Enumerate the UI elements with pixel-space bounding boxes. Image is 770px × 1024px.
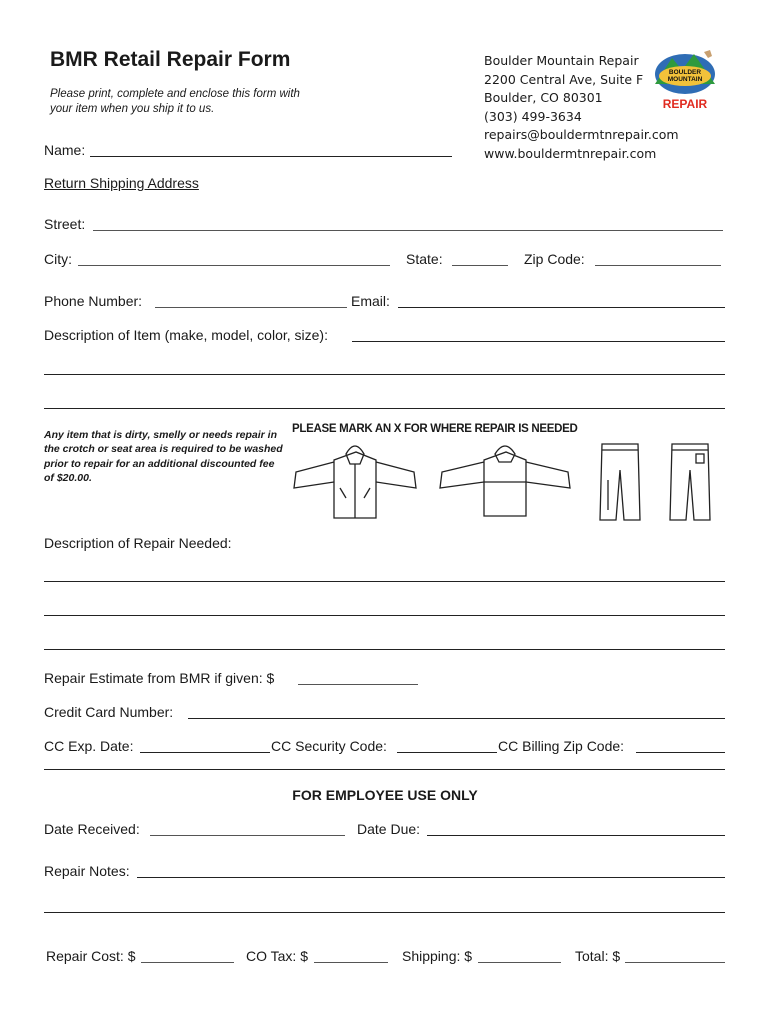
total-field[interactable]: [625, 962, 725, 963]
repair-needed-line-2[interactable]: [44, 615, 725, 616]
state-field[interactable]: [452, 265, 508, 266]
company-name: Boulder Mountain Repair: [484, 53, 639, 68]
cc-billing-zip-field[interactable]: [636, 752, 725, 753]
email-field[interactable]: [398, 307, 725, 308]
logo-text-line2: MOUNTAIN: [667, 76, 703, 83]
cc-billing-zip-label: CC Billing Zip Code:: [498, 738, 625, 754]
repair-needed-line-3[interactable]: [44, 649, 725, 650]
item-description-field[interactable]: [352, 341, 725, 342]
item-description-line-3[interactable]: [44, 408, 725, 409]
shipping-label: Shipping: $: [402, 948, 473, 964]
date-received-label: Date Received:: [44, 821, 140, 837]
city-label: City:: [44, 251, 72, 267]
city-field[interactable]: [78, 265, 390, 266]
employee-section-heading: FOR EMPLOYEE USE ONLY: [292, 787, 478, 803]
shipping-field[interactable]: [478, 962, 561, 963]
form-title: BMR Retail Repair Form: [50, 48, 291, 71]
name-field[interactable]: [90, 156, 452, 157]
company-address-line1: 2200 Central Ave, Suite F: [484, 71, 644, 87]
cc-number-label: Credit Card Number:: [44, 704, 174, 720]
pants-front-icon[interactable]: [600, 444, 640, 520]
item-description-label: Description of Item (make, model, color, size):: [44, 327, 328, 343]
form-instructions: Please print, complete and enclose this form with your item when you ship it to us.: [50, 88, 300, 115]
estimate-field[interactable]: [298, 684, 418, 685]
logo-text-line1: BOULDER: [668, 69, 702, 76]
company-address-line2: Boulder, CO 80301: [484, 90, 603, 106]
street-field[interactable]: [93, 230, 723, 231]
cc-security-field[interactable]: [397, 752, 497, 753]
return-address-heading: Return Shipping Address: [44, 175, 199, 191]
date-due-label: Date Due:: [357, 821, 421, 837]
estimate-label: Repair Estimate from BMR if given: $: [44, 670, 275, 686]
email-label: Email:: [351, 293, 390, 309]
washing-notice: Any item that is dirty, smelly or needs repair in the crotch or seat area is required to be washed prior to repair for an additional discounted fee of $20.00.: [44, 429, 283, 485]
phone-label: Phone Number:: [44, 293, 143, 309]
co-tax-field[interactable]: [314, 962, 388, 963]
company-phone: (303) 499-3634: [484, 108, 582, 124]
section-divider: [44, 769, 725, 770]
cc-exp-label: CC Exp. Date:: [44, 738, 134, 754]
repair-needed-label: Description of Repair Needed:: [44, 535, 232, 551]
jacket-back-icon[interactable]: [440, 446, 570, 516]
pants-back-icon[interactable]: [670, 444, 710, 520]
state-label: State:: [406, 251, 443, 267]
repair-cost-field[interactable]: [141, 962, 234, 963]
repair-notes-label: Repair Notes:: [44, 863, 130, 879]
street-label: Street:: [44, 216, 86, 232]
co-tax-label: CO Tax: $: [246, 948, 308, 964]
date-received-field[interactable]: [150, 835, 345, 836]
repair-cost-label: Repair Cost: $: [46, 948, 136, 964]
zip-label: Zip Code:: [524, 251, 585, 267]
boulder-mountain-repair-logo: [650, 50, 720, 120]
company-email: repairs@bouldermtnrepair.com: [484, 127, 679, 143]
total-label: Total: $: [575, 948, 621, 964]
cc-security-label: CC Security Code:: [271, 738, 387, 754]
cc-exp-field[interactable]: [140, 752, 270, 753]
company-website: www.bouldermtnrepair.com: [484, 145, 657, 161]
cc-number-field[interactable]: [188, 718, 725, 719]
phone-field[interactable]: [155, 307, 347, 308]
mark-repair-instructions: PLEASE MARK AN X FOR WHERE REPAIR IS NEEDED: [292, 423, 578, 435]
garment-diagram[interactable]: [290, 440, 730, 525]
repair-notes-field[interactable]: [137, 877, 725, 878]
date-due-field[interactable]: [427, 835, 725, 836]
repair-needed-line-1[interactable]: [44, 581, 725, 582]
repair-notes-line-2[interactable]: [44, 912, 725, 913]
jacket-front-icon[interactable]: [294, 446, 416, 518]
logo-text-line3: REPAIR: [662, 97, 708, 111]
zip-field[interactable]: [595, 265, 721, 266]
item-description-line-2[interactable]: [44, 374, 725, 375]
name-label: Name:: [44, 142, 86, 158]
